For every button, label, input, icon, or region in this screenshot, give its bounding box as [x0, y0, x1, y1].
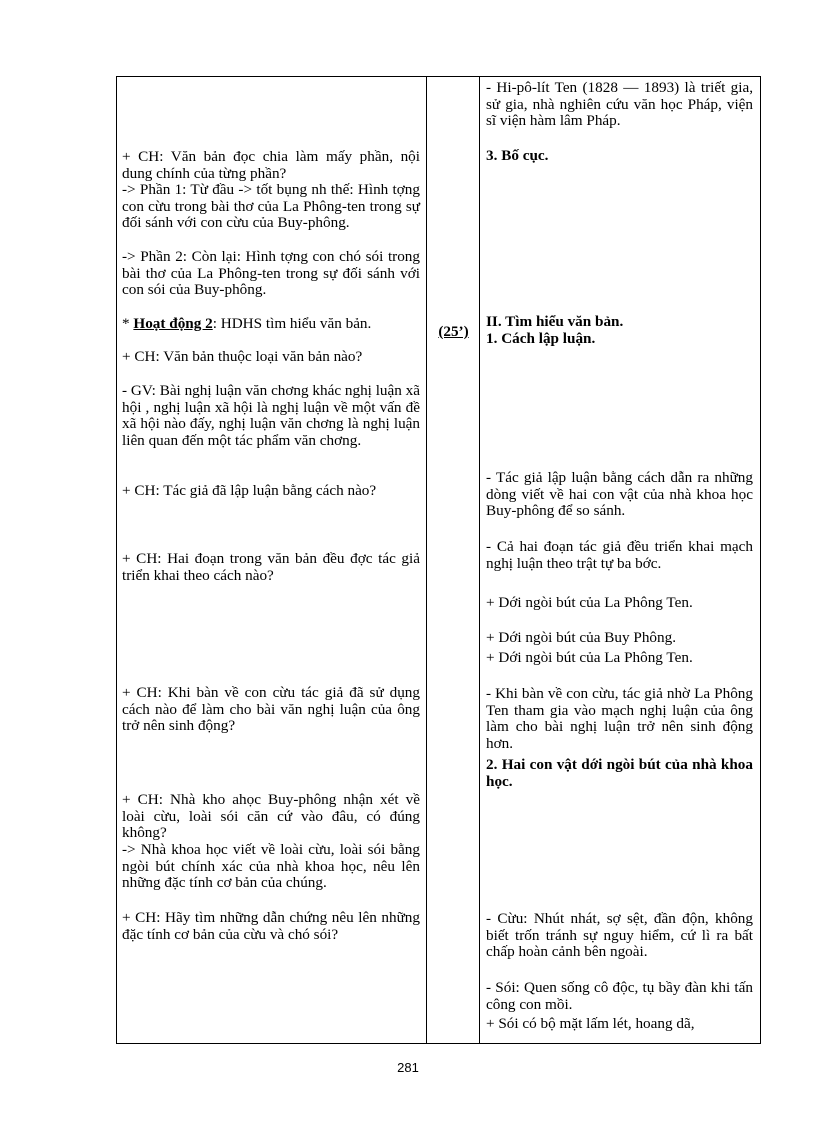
content-column — [480, 77, 760, 1043]
author-bio: - Hi-pô-lít Ten (1828 — 1893) là triết gia, sử gia, nhà nghiên cứu văn học Pháp, viện sĩ viện hàm lâm Pháp. — [486, 79, 753, 130]
question-argument-method: + CH: Tác giả đã lập luận bằng cách nào? — [122, 482, 377, 499]
sheep-traits: - Cừu: Nhút nhát, sợ sệt, đần độn, không biết trốn tránh sự nguy hiểm, cứ lì ra bất chấp hoàn cảnh bên ngoài. — [486, 910, 753, 961]
step-1: + Dới ngòi bút của La Phông Ten. — [486, 594, 693, 611]
step-2: + Dới ngòi bút của Buy Phông. — [486, 629, 676, 646]
lesson-table — [116, 76, 761, 1044]
question-two-passages: + CH: Hai đoạn trong văn bản đều đợc tác giả triển khai theo cách nào? — [122, 550, 420, 584]
three-steps-answer: - Cả hai đoạn tác giả đều triển khai mạch nghị luận theo trật tự ba bớc. — [486, 538, 753, 572]
question-evidence: + CH: Hãy tìm những dẫn chứng nêu lên những đặc tính cơ bản của cừu và chó sói? — [122, 909, 420, 943]
time-label: (25’) — [438, 323, 469, 340]
activities-column — [117, 77, 427, 1043]
answer-buffon: -> Nhà khoa học viết về loài cừu, loài sói bằng ngòi bút chính xác của nhà khoa học, nêu lên những đặc tính cơ bản của chúng. — [122, 841, 420, 892]
activity-2-text: : HDHS tìm hiểu văn bản. — [212, 315, 372, 332]
argument-answer: - Tác giả lập luận bằng cách dẫn ra những dòng viết về hai con vật của nhà khoa học Buy-phông để so sánh. — [486, 469, 753, 520]
page-number: 281 — [397, 1060, 419, 1075]
wolf-face: + Sói có bộ mặt lấm lét, hoang dã, — [486, 1015, 695, 1032]
activity-2 — [122, 316, 420, 333]
time-column — [427, 77, 480, 1043]
section-2-heading: II. Tìm hiểu văn bản. — [486, 313, 624, 330]
question-sheep-method: + CH: Khi bàn về con cừu tác giả đã sử dụng cách nào để làm cho bài văn nghị luận của ông trở nên sinh động? — [122, 684, 420, 735]
wolf-traits: - Sói: Quen sống cô độc, tụ bầy đàn khi tấn công con mồi. — [486, 979, 753, 1013]
section-structure-heading: 3. Bố cục. — [486, 147, 549, 164]
activity-2-prefix: * — [122, 315, 134, 332]
activity-2-title: Hoạt động 2 — [133, 315, 213, 332]
answer-part-2: -> Phần 2: Còn lại: Hình tợng con chó sói trong bài thơ của La Phông-ten trong sự đối sánh với con sói của Buy-phông. — [122, 248, 420, 299]
answer-part-1: -> Phần 1: Từ đầu -> tốt bụng nh thế: Hình tợng con cừu trong bài thơ của La Phông-ten trong sự đối sánh với con cừu của Buy-phông. — [122, 181, 420, 232]
subsection-2-heading: 2. Hai con vật dới ngòi bút của nhà khoa học. — [486, 756, 753, 790]
question-structure: + CH: Văn bản đọc chia làm mấy phần, nội dung chính của từng phần? — [122, 148, 420, 182]
teacher-note: - GV: Bài nghị luận văn chơng khác nghị luận xã hội , nghị luận xã hội là nghị luận về một vấn đề xã hội nào đấy, nghị luận văn chơng là nghị luận liên quan đến một tác phẩm văn chơng. — [122, 382, 420, 449]
question-text-type: + CH: Văn bản thuộc loại văn bản nào? — [122, 348, 363, 365]
step-3: + Dới ngòi bút của La Phông Ten. — [486, 649, 693, 666]
question-buffon-basis: + CH: Nhà kho ahọc Buy-phông nhận xét về loài cừu, loài sói căn cứ vào đâu, có đúng không? — [122, 791, 420, 842]
subsection-1-heading: 1. Cách lập luận. — [486, 330, 596, 347]
sheep-method-answer: - Khi bàn về con cừu, tác giả nhờ La Phông Ten tham gia vào mạch nghị luận của ông làm cho bài nghị luận trở nên sinh động hơn. — [486, 685, 753, 752]
